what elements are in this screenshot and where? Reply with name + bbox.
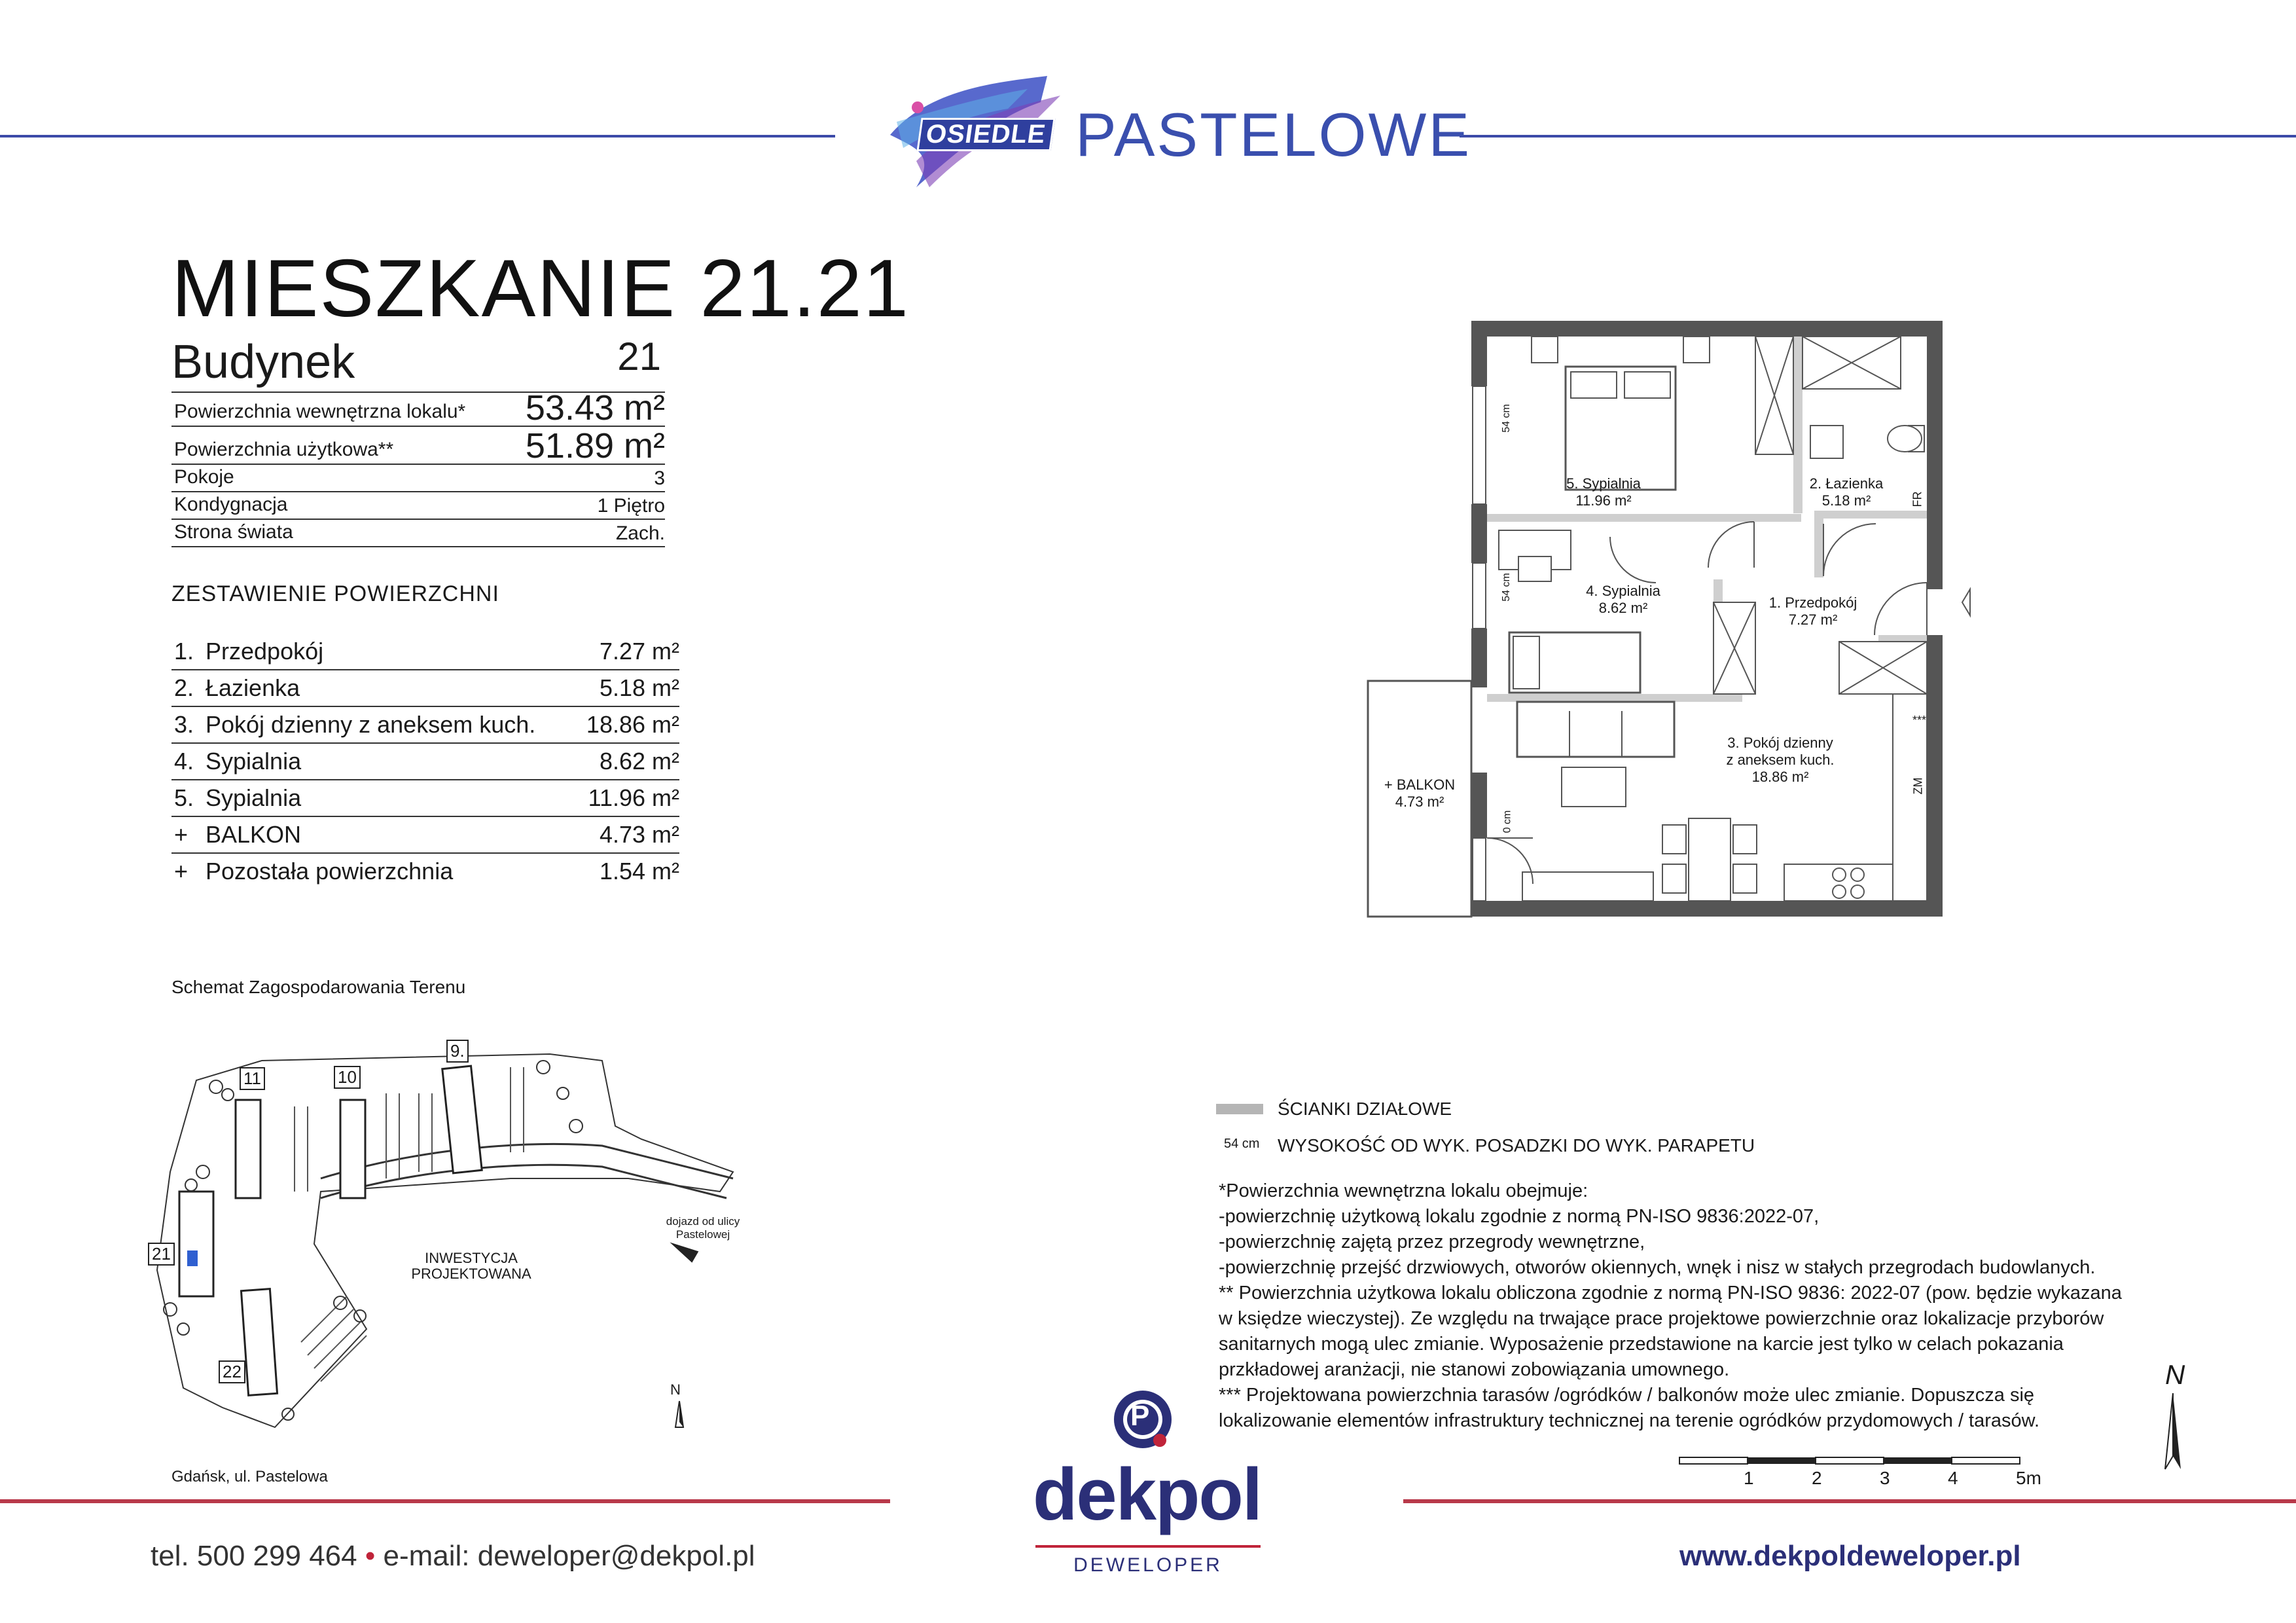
legend-sill-sample: 54 cm: [1224, 1137, 1260, 1151]
room-label-line: z aneksem kuch.: [1726, 752, 1835, 768]
detail-label: Powierzchnia wewnętrzna lokalu*: [174, 401, 466, 422]
scale-bar: [1678, 1455, 2045, 1468]
summary-row: [171, 670, 679, 707]
window-height-label: 54 cm: [1500, 573, 1512, 602]
detail-value: 3: [654, 467, 665, 489]
notes-block: [1219, 1178, 2122, 1434]
room-area: 4.73 m²: [599, 821, 679, 848]
note-line: *** Projektowana powierzchnia tarasów /ogródków / balkonów może ulec zmianie. Dopuszcza się: [1219, 1385, 2035, 1406]
room-number: 4.: [174, 748, 194, 775]
room-label-line: 8.62 m²: [1598, 600, 1648, 616]
room-label-line: + BALKON: [1384, 776, 1456, 793]
fr-mark: FR: [1910, 491, 1924, 507]
footer-contact: [151, 1540, 755, 1573]
window-height-label: 54 cm: [1500, 404, 1512, 433]
footer-bullet: •: [365, 1540, 376, 1572]
building-label: Budynek: [171, 336, 355, 388]
room-label-line: 1. Przedpokój: [1768, 594, 1857, 611]
logo-name: PASTELOWE: [1075, 100, 1472, 169]
room-label-line: 5.18 m²: [1821, 492, 1871, 509]
window-height-label: 0 cm: [1501, 810, 1513, 833]
note-line: lokalizowanie elementów infrastruktury technicznej na terenie ogródków przydomowych / tarasów.: [1219, 1410, 2040, 1431]
room-name: Sypialnia: [206, 784, 302, 811]
detail-label: Kondygnacja: [174, 494, 288, 515]
detail-row-orientation: [171, 519, 665, 547]
detail-label: Powierzchnia użytkowa**: [174, 439, 394, 460]
dekpol-logo-mark: P: [1130, 1400, 1150, 1432]
footer-website[interactable]: www.dekpoldeweloper.pl: [1679, 1540, 2021, 1572]
room-name: Sypialnia: [206, 748, 302, 775]
scale-label: 1: [1744, 1468, 1754, 1488]
room-name: Pozostała powierzchnia: [206, 858, 454, 884]
room-label-line: 18.86 m²: [1751, 769, 1809, 785]
north-label: N: [2165, 1359, 2185, 1390]
detail-value: 51.89 m²: [525, 426, 665, 465]
site-building-9: 9.: [446, 1040, 469, 1063]
scale-label: 3: [1880, 1468, 1890, 1488]
north-arrow-icon: [2153, 1391, 2193, 1476]
room-area: 1.54 m²: [599, 858, 679, 884]
room-number: 1.: [174, 638, 194, 665]
investment-label-line: INWESTYCJA: [425, 1250, 518, 1266]
partition-wall-swatch: [1216, 1104, 1263, 1114]
room-name: Łazienka: [206, 674, 300, 701]
site-building-11: 11: [240, 1067, 265, 1090]
legend-partition-walls: ŚCIANKI DZIAŁOWE: [1278, 1099, 1452, 1119]
stars-mark: ***: [1912, 714, 1927, 727]
room-area: 18.86 m²: [586, 711, 679, 738]
room-number: 3.: [174, 711, 194, 738]
detail-row-rooms: [171, 464, 665, 492]
detail-label: Pokoje: [174, 466, 234, 488]
site-north-label: N: [670, 1381, 681, 1398]
legend-sill-height: WYSOKOŚĆ OD WYK. POSADZKI DO WYK. PARAPETU: [1278, 1135, 1755, 1156]
scale-label: 4: [1948, 1468, 1958, 1488]
detail-row-usable-area: [171, 426, 665, 465]
room-name: Przedpokój: [206, 638, 324, 665]
access-label-line: dojazd od ulicy: [666, 1215, 740, 1228]
room-label-hall: [1754, 594, 1872, 629]
site-building-21: 21: [148, 1243, 175, 1266]
site-building-10: 10: [334, 1066, 361, 1089]
note-line: -powierzchnię przejść drzwiowych, otworów okiennych, wnęk i nisz w stałych przegrodach budowlanych.: [1219, 1257, 2096, 1278]
note-line: w księdze wieczystej). Ze względu na trwające prace projektowe powierzchnie oraz lokalizacje przyborów: [1219, 1308, 2104, 1329]
room-label-balcony: [1371, 776, 1469, 811]
room-area: 7.27 m²: [599, 638, 679, 665]
scale-label: 2: [1812, 1468, 1822, 1488]
room-number: +: [174, 821, 188, 848]
header-line-left: [0, 135, 835, 137]
site-plan-title: Schemat Zagospodarowania Terenu: [171, 977, 466, 997]
logo-osiedle-badge: OSIEDLE: [916, 118, 1055, 151]
site-building-22: 22: [219, 1360, 245, 1383]
room-label-bathroom: [1797, 475, 1895, 509]
summary-row: [171, 744, 679, 780]
header-line-right: [1460, 135, 2296, 137]
room-label-line: 7.27 m²: [1788, 611, 1838, 628]
dekpol-subtitle: DEWELOPER: [1073, 1554, 1223, 1576]
investment-label: [393, 1250, 550, 1282]
note-line: -powierzchnię zajętą przez przegrody wewnętrzne,: [1219, 1231, 1645, 1252]
summary-row: [171, 817, 679, 854]
room-label-bedroom-4: [1558, 583, 1689, 617]
summary-row: [171, 634, 679, 670]
floor-plan: [1361, 314, 1990, 930]
access-label: [664, 1215, 742, 1241]
room-label-line: 2. Łazienka: [1809, 475, 1884, 492]
room-label-line: 4. Sypialnia: [1586, 583, 1660, 599]
note-line: -powierzchnię użytkową lokalu zgodnie z normą PN-ISO 9836:2022-07,: [1219, 1206, 1820, 1227]
room-label-line: 4.73 m²: [1395, 793, 1444, 810]
footer-line-right: [1403, 1499, 2296, 1503]
apartment-title: MIESZKANIE 21.21: [171, 244, 910, 334]
summary-title: ZESTAWIENIE POWIERZCHNI: [171, 581, 499, 606]
room-area: 5.18 m²: [599, 674, 679, 701]
note-line: sanitarnych mogą ulec zmianie. Wyposażenie przedstawione na karcie jest tylko w celach pokazania: [1219, 1334, 2064, 1355]
detail-value: Zach.: [615, 522, 665, 544]
detail-value: 1 Piętro: [597, 495, 665, 517]
room-name: BALKON: [206, 821, 302, 848]
summary-row: [171, 707, 679, 744]
scale-label: 5m: [2016, 1468, 2041, 1488]
note-line: przkładowej aranżacji, nie stanowi zobowiązania umownego.: [1219, 1359, 1730, 1380]
zm-mark: ZM: [1911, 777, 1925, 795]
room-number: 2.: [174, 674, 194, 701]
room-label-line: 5. Sypialnia: [1566, 475, 1641, 492]
room-area: 8.62 m²: [599, 748, 679, 775]
room-area: 11.96 m²: [588, 784, 679, 811]
footer-phone[interactable]: tel. 500 299 464: [151, 1540, 357, 1572]
building-value: 21: [617, 335, 661, 378]
footer-email[interactable]: e-mail: deweloper@dekpol.pl: [383, 1540, 755, 1572]
site-city-label: Gdańsk, ul. Pastelowa: [171, 1468, 328, 1486]
investment-label-line: PROJEKTOWANA: [411, 1266, 531, 1282]
summary-row: [171, 780, 679, 817]
note-line: *Powierzchnia wewnętrzna lokalu obejmuje:: [1219, 1180, 1588, 1201]
dekpol-divider: [1035, 1545, 1261, 1548]
room-label-bedroom-5: [1538, 475, 1669, 509]
summary-row: [171, 854, 679, 889]
room-number: 5.: [174, 784, 194, 811]
detail-label: Strona świata: [174, 521, 293, 543]
note-line: ** Powierzchnia użytkowa lokalu obliczona zgodnie z normą PN-ISO 9836: 2022-07 (pow. będzie wykazana: [1219, 1283, 2122, 1304]
detail-row-floor: [171, 491, 665, 520]
room-name: Pokój dzienny z aneksem kuch.: [206, 711, 536, 738]
room-number: +: [174, 858, 188, 884]
dekpol-brand: dekpol: [1033, 1453, 1261, 1535]
room-label-line: 11.96 m²: [1575, 492, 1632, 509]
room-label-living-room: [1715, 735, 1846, 786]
detail-value: 53.43 m²: [525, 388, 665, 428]
detail-row-internal-area: [171, 388, 665, 428]
room-label-line: 3. Pokój dzienny: [1727, 735, 1833, 751]
footer-line-left: [0, 1499, 890, 1503]
access-label-line: Pastelowej: [675, 1228, 730, 1241]
